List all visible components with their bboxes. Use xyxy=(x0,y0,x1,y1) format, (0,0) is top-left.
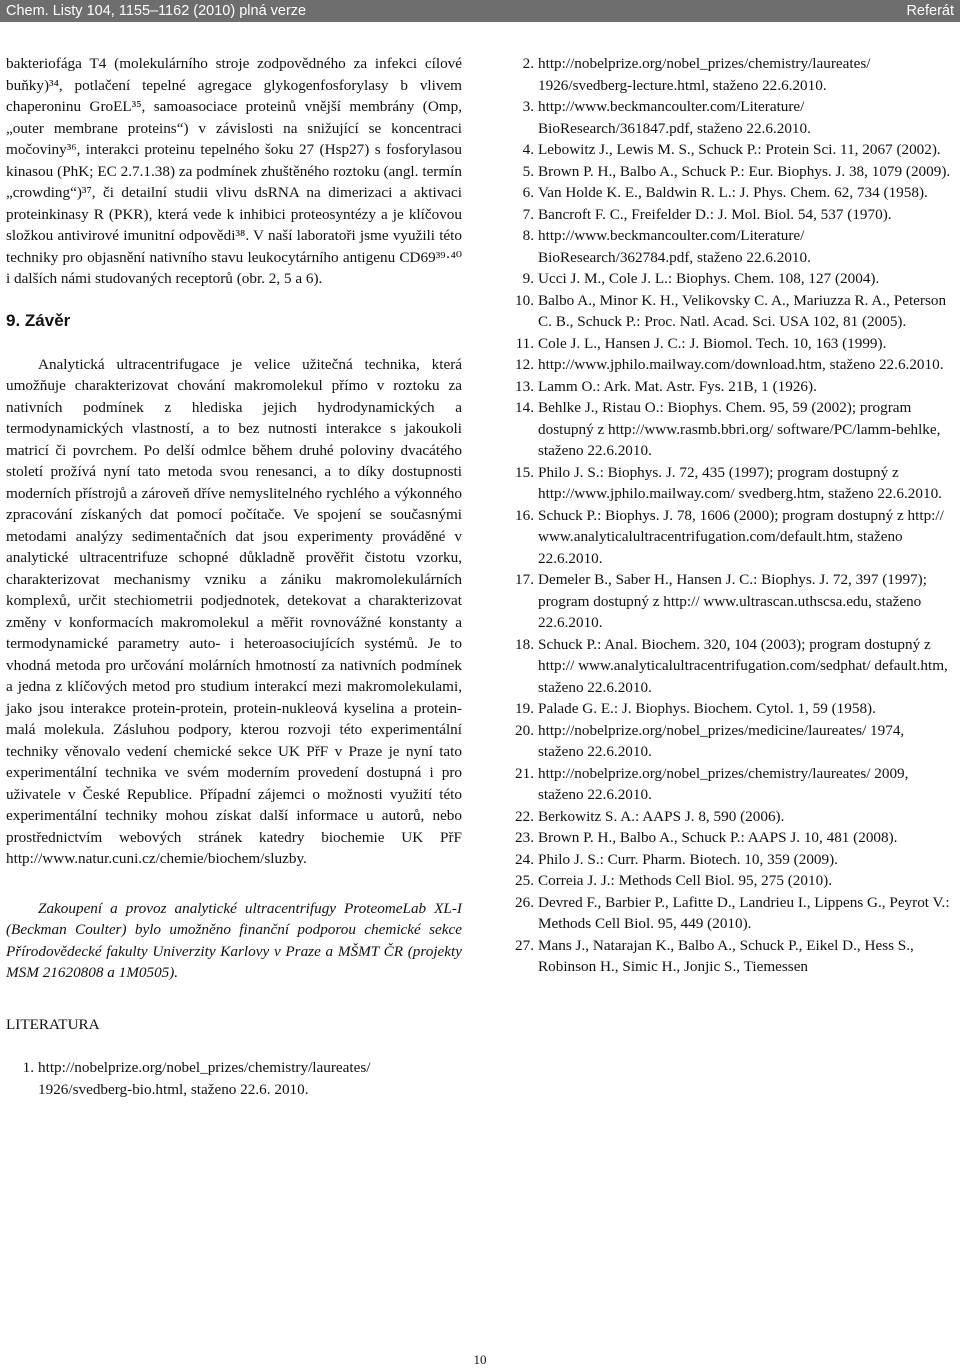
reference-item xyxy=(506,806,952,828)
reference-number: 14. xyxy=(515,399,534,416)
reference-text: Ucci J. M., Cole J. L.: Biophys. Chem. 108, 127 (2004). xyxy=(538,270,880,287)
reference-item xyxy=(506,376,952,398)
reference-item xyxy=(506,698,952,720)
reference-number: 16. xyxy=(515,506,534,524)
reference-item xyxy=(506,354,952,376)
reference-text: Schuck P.: Biophys. J. 78, 1606 (2000); program dostupný z http:// www.analyticalultracentrifugation.com/default.htm, staženo 22.6.2010. xyxy=(538,506,944,567)
reference-text: http://nobelprize.org/nobel_prizes/chemistry/laureates/ 1926/svedberg-bio.html, staženo 22.6. 2010. xyxy=(38,1059,371,1098)
reference-number: 1. xyxy=(22,1059,34,1076)
reference-text: Balbo A., Minor K. H., Velikovsky C. A., Mariuzza R. A., Peterson C. B., Schuck P.: Proc. Natl. Acad. Sci. USA 102, 81 (2005). xyxy=(538,291,947,330)
reference-item xyxy=(506,96,952,139)
reference-list-left xyxy=(6,1057,462,1100)
reference-text: Behlke J., Ristau O.: Biophys. Chem. 95, 59 (2002); program dostupný z http://www.rasmb.bbri.org/ software/PC/lamm-behlke, staženo 22.6.2010. xyxy=(538,399,941,459)
running-header xyxy=(0,0,960,22)
reference-item xyxy=(506,763,952,806)
reference-number: 15. xyxy=(515,463,534,481)
reference-text: Palade G. E.: J. Biophys. Biochem. Cytol. 1, 59 (1958). xyxy=(538,700,876,717)
reference-item xyxy=(506,870,952,892)
reference-item xyxy=(6,1057,462,1100)
reference-text: Mans J., Natarajan K., Balbo A., Schuck P., Eikel D., Hess S., Robinson H., Simic H., Jonjic S., Tiemessen xyxy=(538,936,914,975)
reference-item xyxy=(506,892,952,935)
reference-item xyxy=(506,161,952,183)
reference-number: 11. xyxy=(515,334,534,352)
reference-item xyxy=(506,505,952,570)
reference-text: Demeler B., Saber H., Hansen J. C.: Biophys. J. 72, 397 (1997); program dostupný z http:// www.ultrascan.uthscsa.edu, staženo 22.6.2010. xyxy=(538,571,927,631)
reference-item xyxy=(506,204,952,226)
reference-item xyxy=(506,333,952,355)
reference-list-right xyxy=(506,53,952,978)
reference-number: 21. xyxy=(515,764,534,782)
reference-text: Correia J. J.: Methods Cell Biol. 95, 275 (2010). xyxy=(538,872,833,889)
reference-number: 23. xyxy=(515,829,534,846)
reference-number: 26. xyxy=(515,893,534,911)
reference-item xyxy=(506,935,952,978)
reference-number: 22. xyxy=(515,807,534,825)
reference-number: 18. xyxy=(515,635,534,653)
reference-item xyxy=(506,569,952,634)
reference-item xyxy=(506,53,952,96)
reference-text: http://nobelprize.org/nobel_prizes/chemistry/laureates/ 1926/svedberg-lecture.html, staženo 22.6.2010. xyxy=(538,55,871,94)
reference-item xyxy=(506,139,952,161)
reference-text: Bancroft F. C., Freifelder D.: J. Mol. Biol. 54, 537 (1970). xyxy=(538,205,892,223)
reference-number: 8. xyxy=(522,227,534,244)
reference-item xyxy=(506,634,952,699)
reference-text: Brown P. H., Balbo A., Schuck P.: Eur. Biophys. J. 38, 1079 (2009). xyxy=(538,162,951,180)
reference-number: 27. xyxy=(515,936,534,954)
reference-text: http://www.beckmancoulter.com/Literature/ BioResearch/362784.pdf, staženo 22.6.2010. xyxy=(538,227,811,266)
reference-number: 25. xyxy=(515,872,534,889)
reference-text: http://nobelprize.org/nobel_prizes/medicine/laureates/ 1974, staženo 22.6.2010. xyxy=(538,721,905,760)
reference-text: Cole J. L., Hansen J. C.: J. Biomol. Tech. 10, 163 (1999). xyxy=(538,334,887,352)
acknowledgement: Zakoupení a provoz analytické ultracentrifugy ProteomeLab XL-I (Beckman Coulter) bylo umožněno finanční podporou chemické sekce Přírodovědecké fakulty Univerzity Karlovy v Praze a MŠMT ČR (projekty MSM 21620808 a 1M0505). xyxy=(6,899,462,981)
conclusion-paragraph: Analytická ultracentrifugace je velice užitečná technika, která umožňuje charakterizovat chování makromolekul přímo v roztoku za nativních podmínek z hlediska jejich hydrodynamických a termodynamických vlastností, a to bez nutnosti interakce s jakoukoli matricí či povrchem. Po delší odmlce během druhé poloviny dvacátého století prožívá nyní tato metoda svou renesanci, a to díky dostupnosti moderních přístrojů a zároveň dříve nemyslitelného rychlého a výkonného zpracování získaných dat pomocí počítače. Ve spojení se současnými metodami analýzy sedimentačních dat jsou experimenty prováděné v analytické ultracentrifuze schopné důkladně prověřit čistotu vzorku, charakterizovat mechanismy vzniku a zániku makromolekulárních komplexů, určit stechiometrii podjednotek, detekovat a charakterizovat změny v konformacích makromolekul a měřit rovnovážné konstanty a termodynamické parametry auto- i heteroasociujících systémů. Je to vhodná metoda pro určování molárních hmotností za nativních podmínek a jedna z klíčových metod pro studium interakcí mezi makromolekulami, jako jsou interakce protein-protein, protein-nukleová kyselina a protein-malá molekula. Zásluhou podpory, kterou rozvoji této experimentální techniky věnovalo vedení chemické sekce UK PřF v Praze je nyní tato experimentální technika ve svém moderním provedení dostupná i pro uživatele v České Republice. Případní zájemci o možnosti využití této experimentální techniky mohou získat další informace u autorů, nebo prostřednictvím webových stránek katedry biochemie UK PřF http://www.natur.cuni.cz/chemie/biochem/sluzby. xyxy=(6,355,462,867)
literature-title: LITERATURA xyxy=(6,1015,100,1033)
reference-text: http://www.beckmancoulter.com/Literature/ BioResearch/361847.pdf, staženo 22.6.2010. xyxy=(538,98,811,137)
reference-item xyxy=(506,182,952,204)
reference-item xyxy=(506,462,952,505)
reference-text: Lebowitz J., Lewis M. S., Schuck P.: Protein Sci. 11, 2067 (2002). xyxy=(538,141,941,158)
reference-item xyxy=(506,268,952,290)
reference-number: 19. xyxy=(515,700,534,717)
reference-number: 6. xyxy=(522,184,534,201)
reference-text: Philo J. S.: Biophys. J. 72, 435 (1997); program dostupný z http://www.jphilo.mailway.com/ svedberg.htm, staženo 22.6.2010. xyxy=(538,463,942,502)
section-title: 9. Závěr xyxy=(6,310,71,330)
reference-text: http://www.jphilo.mailway.com/download.htm, staženo 22.6.2010. xyxy=(538,356,944,373)
reference-text: Philo J. S.: Curr. Pharm. Biotech. 10, 359 (2009). xyxy=(538,850,838,868)
reference-number: 12. xyxy=(515,356,534,373)
reference-item xyxy=(506,849,952,871)
body-paragraph: bakteriofága T4 (molekulárního stroje zodpovědného za infekci cílové buňky)³⁴, potlačení tepelné agregace glykogenfosforylasy b vlivem chaperoninu GroEL³⁵, samoasociace proteinů vnější membrány (Omp, „outer membrane proteins“) v závislosti na snižující se koncentraci močoviny³⁶, interakci proteinu tepelného šoku 27 (Hsp27) s fosforylasou kinasou (PhK; EC 2.7.1.38) za podmínek zhuštěného roztoku (angl. termín „crowding“)³⁷, či detailní studii vlivu dsRNA na dimerizaci a aktivaci proteinkinasy R (PKR), která vede k inhibici proteosyntézy a je klíčovou složkou antivirové imunitní odpovědi³⁸. V naší laboratoři jsme využili této techniky pro objasnění nativního stavu leukocytárního antigenu CD69³⁹·⁴⁰ i dalších námi studovaných receptorů (obr. 2, 5 a 6). xyxy=(6,55,462,287)
reference-item xyxy=(506,225,952,268)
reference-number: 4. xyxy=(522,141,534,158)
journal-citation: Chem. Listy 104, 1155–1162 (2010) plná verze xyxy=(6,3,307,19)
reference-item xyxy=(506,290,952,333)
page-number: 10 xyxy=(473,1352,487,1367)
reference-text: Van Holde K. E., Baldwin R. L.: J. Phys. Chem. 62, 734 (1958). xyxy=(538,184,928,201)
reference-item xyxy=(506,720,952,763)
reference-number: 3. xyxy=(522,98,534,115)
reference-text: Brown P. H., Balbo A., Schuck P.: AAPS J. 10, 481 (2008). xyxy=(538,829,898,846)
reference-item xyxy=(506,827,952,849)
reference-text: Devred F., Barbier P., Lafitte D., Landrieu I., Lippens G., Peyrot V.: Methods Cell Biol. 95, 449 (2010). xyxy=(538,893,950,932)
right-column xyxy=(506,53,952,978)
reference-text: http://nobelprize.org/nobel_prizes/chemistry/laureates/ 2009, staženo 22.6.2010. xyxy=(538,764,909,803)
reference-number: 2. xyxy=(522,55,534,72)
reference-number: 20. xyxy=(515,721,534,739)
reference-text: Schuck P.: Anal. Biochem. 320, 104 (2003); program dostupný z http:// www.analyticalultracentrifugation.com/sedphat/ default.htm, staženo 22.6.2010. xyxy=(538,635,948,696)
reference-number: 13. xyxy=(515,377,534,395)
reference-number: 9. xyxy=(522,270,534,287)
reference-number: 7. xyxy=(522,205,534,223)
reference-item xyxy=(506,397,952,462)
reference-text: Berkowitz S. A.: AAPS J. 8, 590 (2006). xyxy=(538,807,785,825)
reference-number: 17. xyxy=(515,571,534,588)
left-column xyxy=(6,53,462,1100)
reference-number: 5. xyxy=(522,162,534,180)
article-type: Referát xyxy=(906,3,954,19)
reference-text: Lamm O.: Ark. Mat. Astr. Fys. 21B, 1 (1926). xyxy=(538,377,817,395)
reference-number: 24. xyxy=(515,850,534,868)
reference-number: 10. xyxy=(515,291,534,309)
